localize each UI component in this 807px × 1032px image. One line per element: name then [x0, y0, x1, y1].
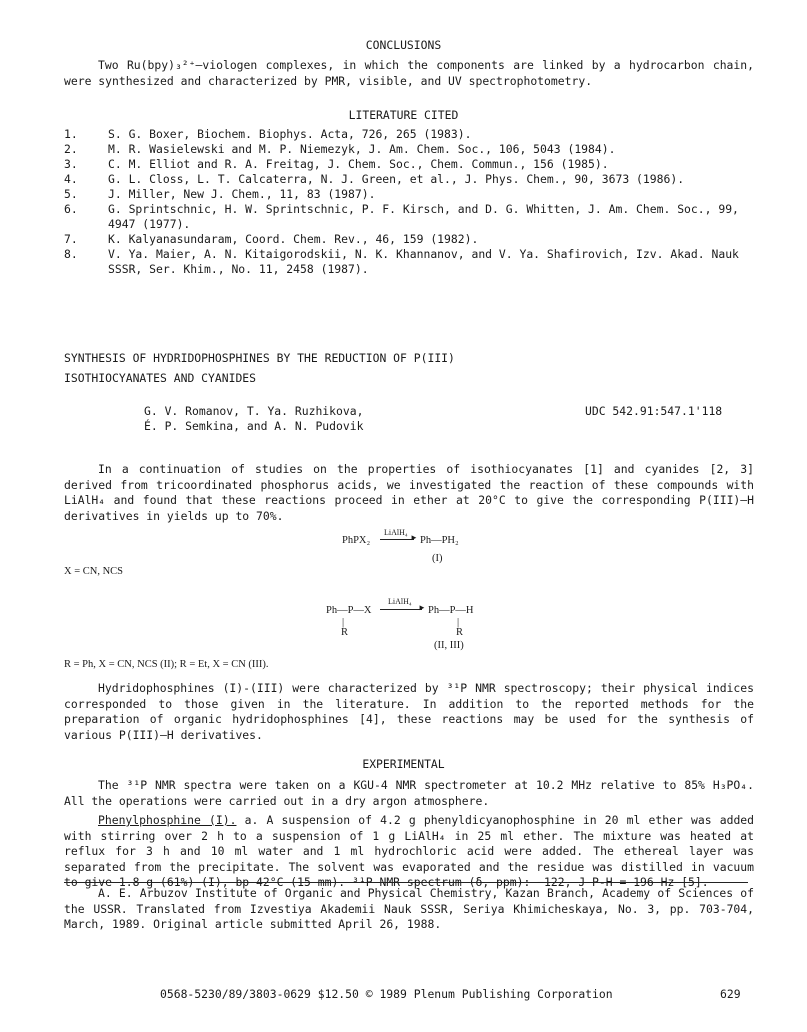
reference-text: J. Miller, New J. Chem., 11, 83 (1987).	[108, 187, 376, 201]
authors-line-1: G. V. Romanov, T. Ya. Ruzhikova,	[144, 404, 364, 418]
reference-text: S. G. Boxer, Biochem. Biophys. Acta, 726, 265 (1983).	[108, 127, 472, 141]
experimental-heading: EXPERIMENTAL	[362, 757, 445, 771]
reference-number: 1.	[64, 127, 78, 141]
reference-number: 7.	[64, 232, 78, 246]
reference-number: 8.	[64, 247, 78, 261]
reference-number: 6.	[64, 202, 78, 216]
page-number: 629	[720, 987, 741, 1001]
scheme2-note: R = Ph, X = CN, NCS (II); R = Et, X = CN (III).	[64, 659, 269, 670]
bond-line: |	[342, 617, 345, 628]
scheme1-note: X = CN, NCS	[64, 566, 124, 577]
reference-text: M. R. Wasielewski and M. P. Niemezyk, J. Am. Chem. Soc., 106, 5043 (1984).	[108, 142, 616, 156]
scheme2-label: (II, III)	[434, 640, 464, 651]
reference-text: G. L. Closs, L. T. Calcaterra, N. J. Green, et al., J. Phys. Chem., 90, 3673 (1986).	[108, 172, 685, 186]
experimental-paragraph-1: The ³¹P NMR spectra were taken on a KGU-4 NMR spectrometer at 10.2 MHz relative to 85% H₃PO₄. All the operations were carried out in a dry argon atmosphere.	[64, 778, 754, 808]
literature-heading: LITERATURE CITED	[348, 108, 459, 122]
scheme2-product: Ph—P—H	[428, 605, 474, 616]
conclusions-heading: CONCLUSIONS	[365, 38, 442, 52]
intro-paragraph: In a continuation of studies on the properties of isothiocyanates [1] and cyanides [2, 3] derived from tricoordinated phosphorus acids, we investigated the reaction of these compounds with LiAlH₄ and found that these reactions proceed in ether at 20°C to give the corresponding P(III)–H derivatives in yields up to 70%.	[64, 462, 754, 523]
authors-line-2: É. P. Semkina, and A. N. Pudovik	[144, 419, 364, 433]
bond-line: |	[457, 617, 460, 628]
scheme2-reagent: LiAlH₄	[388, 597, 412, 606]
procedure-text: a. A suspension of 4.2 g phenyldicyanophosphine in 20 ml ether was added with stirring over 2 h to a suspension of 1 g LiAlH₄ in 25 ml ether. The mixture was heated at reflux for 3 h and 10 ml water and 1 ml hydrochloric acid were added. The ethereal layer was separated from the precipitate. The solvent was evaporated and the residue was distilled in vacuum to give 1.8 g (61%) (I), bp 42°C (15 mm). ³¹P NMR spectrum (δ, ppm): −122, J P-H = 196 Hz [5].	[64, 813, 755, 889]
reference-number: 2.	[64, 142, 78, 156]
reference-number: 5.	[64, 187, 78, 201]
conclusions-text: Two Ru(bpy)₃²⁺–viologen complexes, in which the components are linked by a hydrocarbon chain, were synthesized and characterized by PMR, visible, and UV spectrophotometry.	[64, 58, 754, 88]
reference-text: V. Ya. Maier, A. N. Kitaigorodskii, N. K. Khannanov, and V. Ya. Shafirovich, Izv. Akad. Nauk SSSR, Ser. Khim., No. 11, 2458 (1987).	[108, 247, 739, 276]
footnote-rule	[64, 882, 748, 883]
reference-number: 3.	[64, 157, 78, 171]
characterization-paragraph: Hydridophosphines (I)-(III) were characterized by ³¹P NMR spectroscopy; their physical indices corresponded to those given in the literature. In addition to the reported methods for the preparation of organic hydridophosphines [4], these reactions may be used for the synthesis of various P(III)–H derivatives.	[64, 681, 754, 742]
scheme1-product: Ph—PH₂	[420, 535, 459, 546]
reference-number: 4.	[64, 172, 78, 186]
compound-label: Phenylphosphine (I).	[98, 813, 237, 827]
article-title-line-2: ISOTHIOCYANATES AND CYANIDES	[64, 371, 257, 385]
scheme2-sub-left: R	[341, 627, 349, 638]
experimental-paragraph-2	[64, 813, 754, 891]
reference-text: G. Sprintschnic, H. W. Sprintschnic, P. F. Kirsch, and D. G. Whitten, J. Am. Chem. Soc., 99, 4947 (1977).	[108, 202, 739, 231]
reference-text: C. M. Elliot and R. A. Freitag, J. Chem. Soc., Chem. Commun., 156 (1985).	[108, 157, 609, 171]
udc-code: UDC 542.91:547.1'118	[585, 404, 723, 418]
reference-text: K. Kalyanasundaram, Coord. Chem. Rev., 46, 159 (1982).	[108, 232, 479, 246]
scheme1-arrow	[380, 539, 414, 540]
scheme2-arrow	[380, 609, 422, 610]
footnote: A. E. Arbuzov Institute of Organic and Physical Chemistry, Kazan Branch, Academy of Sciences of the USSR. Translated from Izvestiya Akademii Nauk SSSR, Seriya Khimicheskaya, No. 3, pp. 703-704, March, 1989. Original article submitted April 26, 1988.	[64, 886, 754, 931]
arrow-head-icon: ►	[418, 603, 426, 612]
scheme2-sub-right: R	[456, 627, 464, 638]
scheme1-reagent: LiAlH₄	[384, 528, 408, 537]
footer-code: 0568-5230/89/3803-0629 $12.50 © 1989 Plenum Publishing Corporation	[160, 987, 613, 1001]
arrow-head-icon: ►	[410, 533, 418, 542]
scheme1-label: (I)	[432, 553, 443, 564]
scheme1-reactant: PhPX₂	[342, 535, 371, 546]
article-title-line-1: SYNTHESIS OF HYDRIDOPHOSPHINES BY THE REDUCTION OF P(III)	[64, 351, 455, 365]
scheme2-reactant: Ph—P—X	[326, 605, 372, 616]
